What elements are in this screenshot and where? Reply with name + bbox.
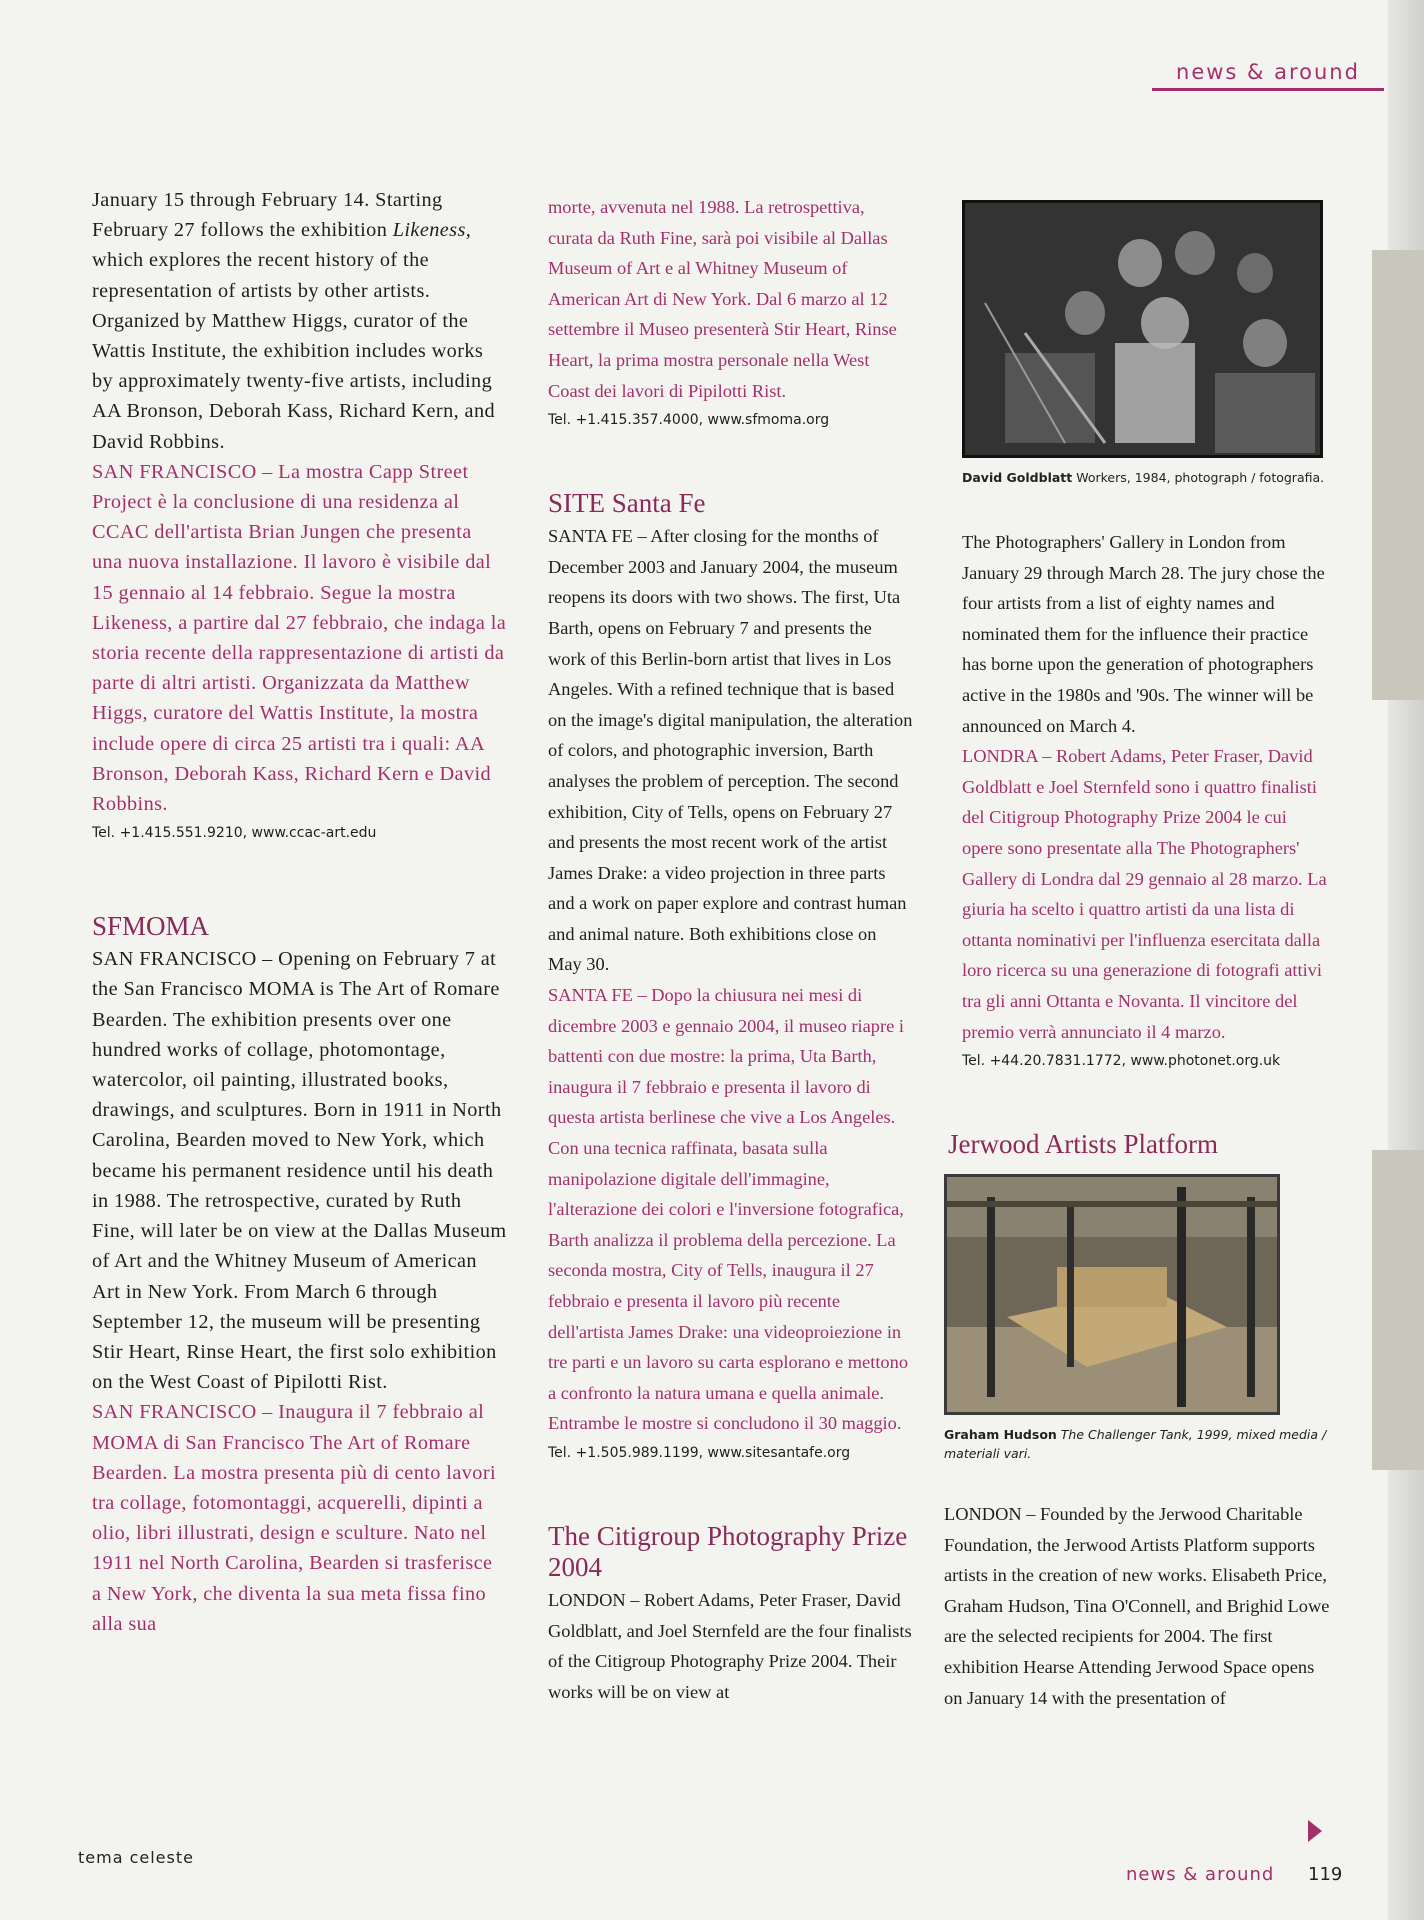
jerwood-heading: Jerwood Artists Platform xyxy=(948,1129,1218,1160)
spacer xyxy=(548,1461,913,1521)
spacer xyxy=(962,1069,1332,1129)
column-1-paragraph-2-italian: SAN FRANCISCO – La mostra Capp Street Project è la conclusione di una residenza al CCAC dell'artista Brian Jungen che presenta una nuova installazione. Il lavoro è visibile dal 15 gennaio al 14 febbraio. Segue la mostra Likeness, a partire dal 27 febbraio, che indaga la storia recente della rappresentazione di artisti da parte di altri artisti. Organizzata da Matthew Higgs, curatore del Wattis Institute, la mostra include opere di circa 25 artisti tra i quali: AA Bronson, Deborah Kass, Richard Kern e David Robbins. xyxy=(92,460,507,816)
workers-photo-graphic xyxy=(965,203,1320,455)
site-santa-fe-heading: SITE Santa Fe xyxy=(548,488,706,519)
column-3-paragraph-2-italian: LONDRA – Robert Adams, Peter Fraser, David Goldblatt e Joel Sternfeld sono i quattro finalisti del Citigroup Photography Prize 2004 le cui opere sono presentate alla The Photographers' Gallery di Londra dal 29 gennaio al 28 marzo. La giuria ha scelto i quattro artisti da una lista di ottanta nominativi per l'influenza esercitata dalla loro ricerca su una generazione di fotografi attivi tra gli anni Ottanta e Novanta. Il vincitore del premio verrà annunciato il 4 marzo. xyxy=(962,746,1327,1042)
column-1-contact-1: Tel. +1.415.551.9210, www.ccac-art.edu xyxy=(92,825,377,842)
column-2-paragraph-1-italian: morte, avvenuta nel 1988. La retrospettiva, curata da Ruth Fine, sarà poi visibile al Dallas Museum of Art e al Whitney Museum of American Art di New York. Dal 6 marzo al 12 settembre il Museo presenterà Stir Heart, Rinse Heart, la prima mostra personale nella West Coast dei lavori di Pipilotti Rist. xyxy=(548,197,897,401)
footer-section-name: news & around xyxy=(1126,1864,1275,1885)
column-2-paragraph-4: LONDON – Robert Adams, Peter Fraser, David Goldblatt, and Joel Sternfeld are the four finalists of the Citigroup Photography Prize 2004. Their works will be on view at xyxy=(548,1589,912,1702)
column-1-paragraph-4-italian: SAN FRANCISCO – Inaugura il 7 febbraio al MOMA di San Francisco The Art of Romare Bearden. La mostra presenta più di cento lavori tra collage, fotomontaggi, acquerelli, dipinti a olio, libri illustrati, design e sculture. Nato nel 1911 nel North Carolina, Bearden si trasferisce a New York, che diventa la sua meta fissa fino alla sua xyxy=(92,1401,497,1635)
column-3-contact-1: Tel. +44.20.7831.1772, www.photonet.org.uk xyxy=(962,1053,1281,1070)
section-header xyxy=(1152,60,1384,91)
citigroup-prize-heading: The Citigroup Photography Prize 2004 xyxy=(548,1520,908,1582)
spacer xyxy=(548,428,913,488)
column-2 xyxy=(548,192,913,1707)
photo-tank-caption: Graham Hudson The Challenger Tank, 1999, mixed media / materiali vari. xyxy=(944,1427,1327,1462)
tank-photo-graphic xyxy=(947,1177,1277,1412)
column-1-paragraph-1: January 15 through February 14. Starting February 27 follows the exhibition Likeness, which explores the recent history of the representation of artists by other artists. Organized by Matthew Higgs, curator of the Wattis Institute, the exhibition includes works by approximately twenty-five artists, including AA Bronson, Deborah Kass, Richard Kern, and David Robbins. xyxy=(92,189,496,453)
footer-magazine-name: tema celeste xyxy=(78,1848,194,1867)
column-1-paragraph-3: SAN FRANCISCO – Opening on February 7 at the San Francisco MOMA is The Art of Romare Bearden. The exhibition presents over one hundred works of collage, photomontage, watercolor, oil painting, illustrated books, drawings, and sculptures. Born in 1911 in North Carolina, Bearden moved to New York, which became his permanent residence until his death in 1988. The retrospective, curated by Ruth Fine, will later be on view at the Dallas Museum of Art and the Whitney Museum of American Art in New York. From March 6 through September 12, the museum will be presenting Stir Heart, Rinse Heart, the first solo exhibition on the West Coast of Pipilotti Rist. xyxy=(92,948,507,1394)
column-2-paragraph-2: SANTA FE – After closing for the months of December 2003 and January 2004, the museum reopens its doors with two shows. The first, Uta Barth, opens on February 7 and presents the work of this Berlin-born artist that lives in Los Angeles. With a refined technique that is based on the image's digital manipulation, the alteration of colors, and photographic inversion, Barth analyses the problem of perception. The second exhibition, City of Tells, opens on February 27 and presents the most recent work of the artist James Drake: a video projection in three parts and a work on paper explore and contrast human and animal nature. Both exhibitions close on May 30. xyxy=(548,526,913,975)
photo-workers xyxy=(962,200,1323,458)
column-3-paragraph-1: The Photographers' Gallery in London from January 29 through March 28. The jury chose the four artists from a list of eighty names and nominated them for the influence their practice has borne upon the generation of photographers active in the 1980s and '90s. The winner will be announced on March 4. xyxy=(962,532,1325,736)
adjacent-page-strip xyxy=(1372,1150,1424,1470)
spacer xyxy=(962,1463,1332,1499)
column-3 xyxy=(944,200,1332,1713)
adjacent-page-strip xyxy=(1372,250,1424,700)
photo-workers-caption: David Goldblatt Workers, 1984, photograph / fotografia. xyxy=(962,470,1325,485)
photo-challenger-tank xyxy=(944,1174,1280,1415)
column-1 xyxy=(92,185,507,1639)
column-2-contact-1: Tel. +1.415.357.4000, www.sfmoma.org xyxy=(548,412,830,429)
page-number: 119 xyxy=(1308,1864,1343,1885)
sfmoma-heading: SFMOMA xyxy=(92,911,210,942)
section-header-text: news & around xyxy=(1176,60,1360,84)
column-3-paragraph-3: LONDON – Founded by the Jerwood Charitable Foundation, the Jerwood Artists Platform supports artists in the creation of new works. Elisabeth Price, Graham Hudson, Tina O'Connell, and Brighid Lowe are the selected recipients for 2004. The first exhibition Hearse Attending Jerwood Space opens on January 14 with the presentation of xyxy=(944,1504,1330,1708)
column-2-paragraph-3-italian: SANTA FE – Dopo la chiusura nei mesi di dicembre 2003 e gennaio 2004, il museo riapre i battenti con due mostre: la prima, Uta Barth, inaugura il 7 febbraio e presenta il lavoro di questa artista berlinese che vive a Los Angeles. Con una tecnica raffinata, basata sulla manipolazione digitale dell'immagine, l'alterazione dei colori e l'inversione fotografica, Barth analizza il problema della percezione. La seconda mostra, City of Tells, inaugura il 27 febbraio e presenta il lavoro più recente dell'artista James Drake: una videoproiezione in tre parti e un lavoro su carta esplorano e mettono a confronto la natura umana e quella animale. Entrambe le mostre si concludono il 30 maggio. xyxy=(548,985,909,1434)
section-header-rule xyxy=(1152,88,1384,91)
spacer xyxy=(962,487,1332,527)
spacer xyxy=(92,841,507,911)
next-page-arrow-icon xyxy=(1308,1820,1322,1842)
column-2-contact-2: Tel. +1.505.989.1199, www.sitesantafe.org xyxy=(548,1444,851,1461)
